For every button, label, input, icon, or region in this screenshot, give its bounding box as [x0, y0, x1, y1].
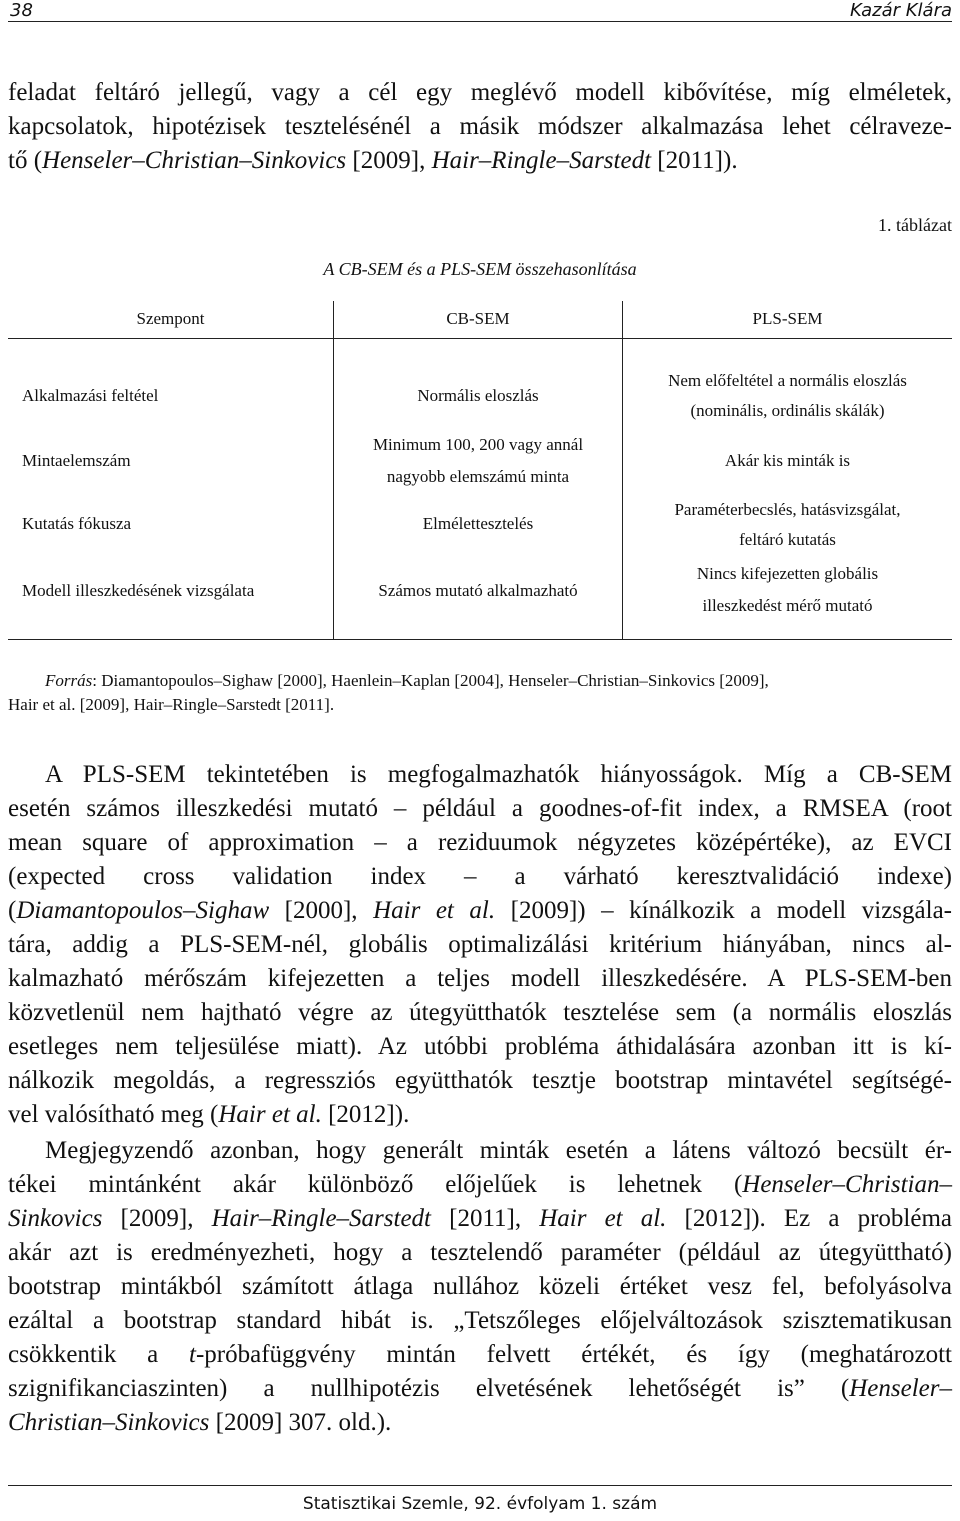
table-rule-bottom	[8, 639, 952, 640]
running-header-author: Kazár Klára	[849, 0, 952, 21]
table-row-1-pls-a: Nem előfeltétel a normális eloszlás	[668, 371, 907, 390]
p3-line-3: Sinkovics [2009], Hair–Ringle–Sarstedt [2011], Hair et al. [2012]). Ez a probléma	[8, 1205, 952, 1232]
table-row-4-pls-a: Nincs kifejezetten globális	[696, 564, 879, 583]
table-row-2-cb-a: Minimum 100, 200 vagy annál	[372, 435, 584, 454]
p3-line-2: tékei mintánként akár különböző előjelűek is lehetnek (Henseler–Christian–	[8, 1171, 952, 1198]
p2-line-8: közvetlenül nem hajtható végre az útegyütthatók tesztelése sem (a normális eloszlás	[8, 999, 952, 1026]
table-row-3-pls-b: feltáró kutatás	[739, 530, 836, 549]
p3-line-1: Megjegyzendő azonban, hogy generált minták esetén a látens változó becsült ér-	[45, 1137, 952, 1164]
table-title: A CB-SEM és a PLS-SEM összehasonlítása	[323, 259, 637, 279]
comparison-table	[8, 301, 952, 640]
p2-line-6: tára, addig a PLS-SEM-nél, globális optimalizálási kritérium hiányában, nincs al-	[8, 931, 952, 958]
header-pls-sem: PLS-SEM	[752, 309, 823, 328]
table-row-2-pls: Akár kis minták is	[724, 451, 851, 470]
table-row-4-cb: Számos mutató alkalmazható	[378, 581, 578, 600]
table-row-2-cb-b: nagyobb elemszámú minta	[386, 467, 570, 486]
p2-line-2: esetén számos illeszkedési mutató – például a goodnes-of-fit index, a RMSEA (root	[8, 795, 952, 822]
source-line-2: Hair et al. [2009], Hair–Ringle–Sarstedt [2011].	[8, 695, 335, 714]
page-number: 38	[10, 0, 33, 21]
intro-line-2: kapcsolatok, hipotézisek tesztelésénél a másik módszer alkalmazása lehet célraveze-	[8, 113, 952, 140]
header-rule	[8, 21, 952, 22]
table-row-1-cb: Normális eloszlás	[417, 386, 539, 405]
table-row-3-cb: Elmélettesztelés	[422, 514, 534, 533]
table-row-3-pls-a: Paraméterbecslés, hatásvizsgálat,	[674, 500, 901, 519]
p2-line-7: kalmazható mérőszám kifejezetten a teljes modell illeszkedésére. A PLS-SEM-ben	[8, 965, 952, 992]
p3-line-7: csökkentik a t-próbafüggvény mintán felvett értékét, és így (meghatározott	[8, 1341, 952, 1368]
p2-line-11: vel valósítható meg (Hair et al. [2012]).	[8, 1101, 410, 1128]
p2-line-1: A PLS-SEM tekintetében is megfogalmazhatók hiányosságok. Míg a CB-SEM	[45, 761, 952, 788]
footer-rule	[8, 1485, 952, 1486]
table-row-4-aspect: Modell illeszkedésének vizsgálata	[22, 581, 255, 600]
p2-line-5: (Diamantopoulos–Sighaw [2000], Hair et al. [2009]) – kínálkozik a modell vizsgála-	[8, 897, 952, 924]
header-cb-sem: CB-SEM	[446, 309, 510, 328]
intro-line-1: feladat feltáró jellegű, vagy a cél egy meglévő modell kibővítése, míg elméletek,	[8, 79, 952, 106]
table-row-1-pls-b: (nominális, ordinális skálák)	[690, 401, 885, 420]
p2-line-10: nálkozik megoldás, a regressziós együtthatók tesztje bootstrap mintavétel segítségé-	[8, 1067, 952, 1094]
table-rule-top	[8, 338, 952, 339]
intro-line-3: tő (Henseler–Christian–Sinkovics [2009], Hair–Ringle–Sarstedt [2011]).	[8, 147, 738, 174]
table-row-4-pls-b: illeszkedést mérő mutató	[702, 596, 873, 615]
p2-line-3: mean square of approximation – a reziduumok négyzetes középértéke), az EVCI	[8, 829, 952, 856]
p3-line-5: bootstrap mintákból számított átlaga nullához közeli értéket vesz fel, befolyásolva	[8, 1273, 952, 1300]
table-row-1-aspect: Alkalmazási feltétel	[22, 386, 159, 405]
p2-line-4: (expected cross validation index – a várható keresztvalidáció indexe)	[8, 863, 952, 890]
p2-line-9: esetleges nem teljesülése miatt). Az utóbbi probléma áthidalására azonban itt is kí-	[8, 1033, 952, 1060]
p3-line-4: akár azt is eredményezheti, hogy a tesztelendő paraméter (például az útegyüttható)	[8, 1239, 952, 1266]
p3-line-6: ezáltal a bootstrap standard hibát is. „Tetszőleges előjelváltozások szisztematikusan	[8, 1307, 952, 1334]
source-line-1: Forrás: Diamantopoulos–Sighaw [2000], Haenlein–Kaplan [2004], Henseler–Christian–Sinkovics [2009],	[45, 671, 769, 690]
table-row-3-aspect: Kutatás fókusza	[22, 514, 132, 533]
header-szempont: Szempont	[136, 309, 205, 328]
p3-line-8: szignifikanciaszinten) a nullhipotézis elvetésének lehetőségét is” (Henseler–	[8, 1375, 952, 1402]
table-row-2-aspect: Mintaelemszám	[22, 451, 131, 470]
table-number-label: 1. táblázat	[878, 215, 952, 235]
journal-footer: Statisztikai Szemle, 92. évfolyam 1. szám	[302, 1494, 658, 1514]
table-source-note	[8, 669, 952, 717]
p3-line-9: Christian–Sinkovics [2009] 307. old.).	[8, 1409, 392, 1436]
